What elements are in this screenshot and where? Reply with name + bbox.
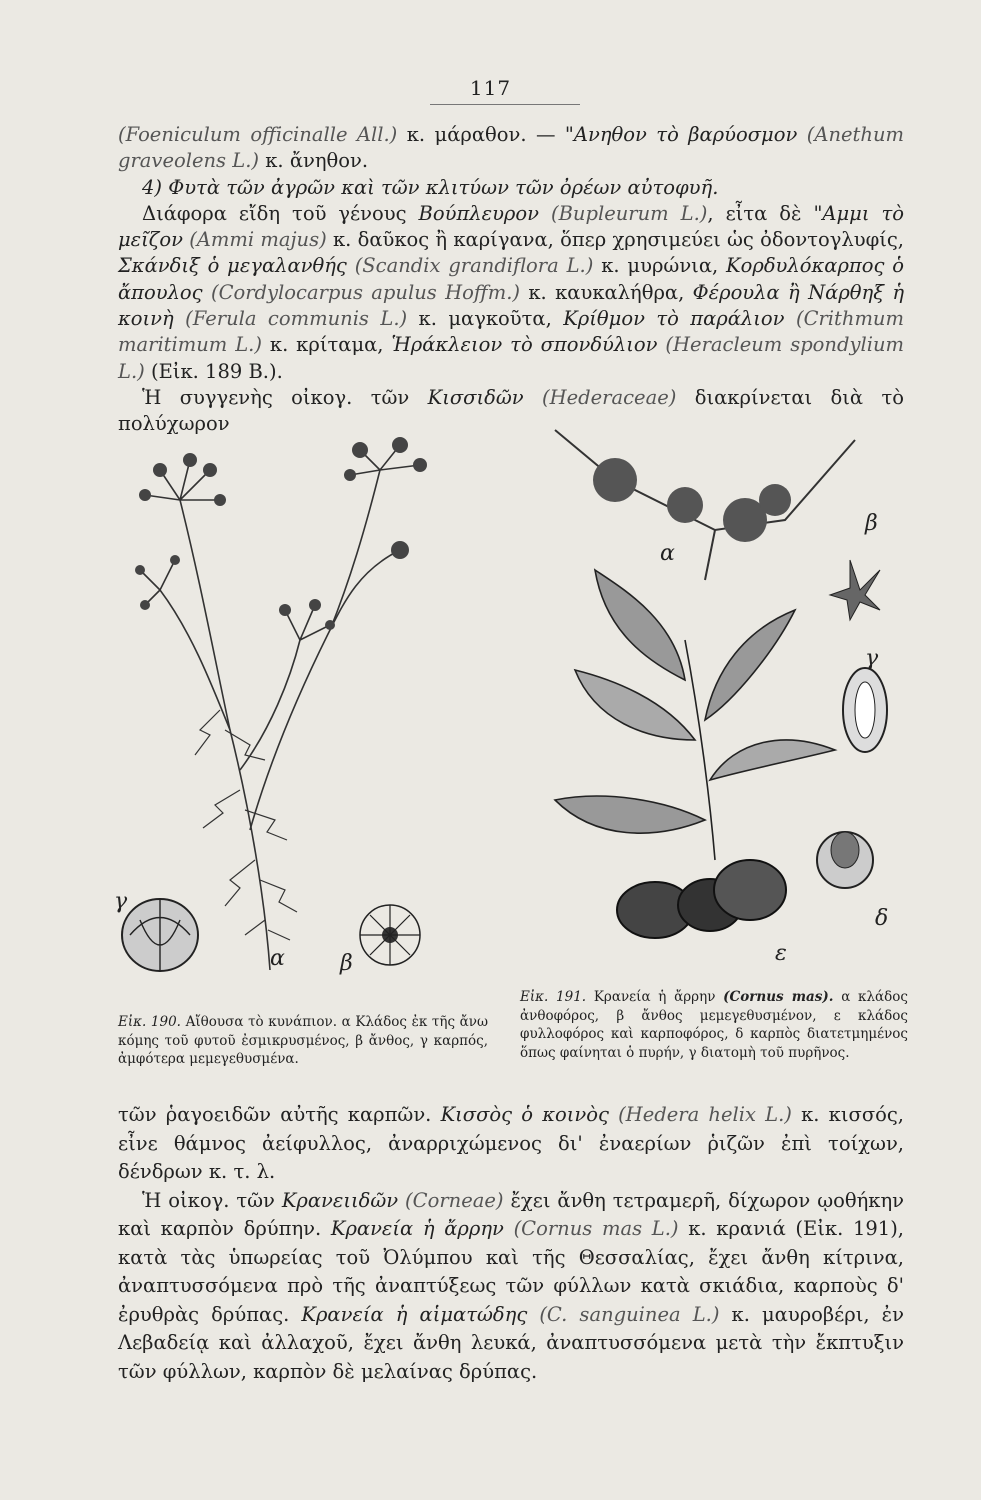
plant-name: Ἡράκλειον τὸ σπονδύλιον — [391, 333, 658, 357]
plant-name: Κισσιδῶν — [427, 385, 524, 409]
flowering-branch — [555, 430, 855, 580]
paragraph-corneae — [118, 1187, 904, 1387]
sci-name: (Hederaceae) — [523, 385, 677, 409]
figure-190-label-alpha: α — [270, 946, 285, 971]
sci-name: (Scandix grandiflora L.) — [346, 254, 594, 278]
caption-text: Κρανεία ἡ ἄρρην — [586, 989, 724, 1005]
plant-name: Κρανεία ἡ αἱματώδης — [301, 1302, 528, 1326]
figure-190-drawing — [100, 430, 440, 980]
bottom-text-block — [118, 1101, 904, 1386]
figure-191-label-alpha: α — [660, 541, 675, 566]
caption-plant-name: (Cornus mas). — [723, 989, 834, 1005]
fruit-delta — [817, 832, 873, 888]
sci-name: (Ammi majus) — [182, 228, 327, 252]
sci-name: (Cordylocarpus apulus Hoffm.) — [202, 280, 520, 304]
text-run: Ἡ συγγενὴς οἰκογ. τῶν — [142, 385, 428, 409]
paragraph-hedera — [118, 1101, 904, 1187]
text-run: κ. κρίταμα, — [261, 333, 392, 357]
text-run: κ. κισσός, εἶνε θάμνος ἀείφυλλος, ἀναρριχώμενος δι' ἐναερίων ῥιζῶν ἐπὶ τοίχων, δένδρων κ. τ. λ. — [118, 1103, 904, 1183]
plant-name: Σκάνδιξ ὁ μεγαλανθής — [118, 254, 347, 278]
figure-190-label-beta: β — [340, 951, 353, 976]
caption-number: Εἰκ. 190. — [118, 1014, 181, 1030]
drupe-fruits — [617, 860, 786, 938]
caption-text: Αἴθουσα τὸ κυνάπιον. α Κλάδος ἐκ τῆς ἄνω κόμης τοῦ φυτοῦ ἐσμικρυσμένος, β ἄνθος, γ καρπός, ἀμφότερα μεμεγεθυσμένα. — [118, 1014, 488, 1067]
figure-191-illustration — [535, 420, 895, 980]
sci-name: (Heracleum spondylium L.) — [118, 333, 905, 383]
caption-number: Εἰκ. 191. — [520, 989, 587, 1005]
sci-name: (Corneae) — [398, 1188, 504, 1212]
text-run: κ. κρανιά (Εἰκ. 191), κατὰ τὰς ὑπωρείας τοῦ Ὀλύμπου καὶ τῆς Θεσσαλίας, ἔχει ἄνθη κίτρινα, ἀναπτυσσόμενα πρὸ τῆς ἀναπτύξεως τῶν φύλλων κατὰ σκιάδια, καρποὺς δ' ἐρυθρὰς δρύπας. — [118, 1217, 904, 1326]
text-run: Διάφορα εἴδη τοῦ γένους — [142, 201, 419, 225]
text-run: ἔχει ἄνθη τετραμερῆ, δίχωρον ῳοθήκην καὶ καρπὸν δρύπην. — [118, 1188, 904, 1240]
plant-name: Φέρουλα ἢ Νάρθηξ ἡ κοινὴ — [118, 280, 904, 331]
sci-name: (Foeniculum officinalle All.) — [118, 123, 398, 146]
sci-name: (Hedera helix L.) — [608, 1103, 792, 1126]
flower-beta — [360, 905, 420, 965]
paragraph-foeniculum — [118, 122, 904, 175]
sci-name: (Cornus mas L.) — [503, 1217, 679, 1240]
figure-191-caption — [520, 988, 908, 1062]
figure-190-caption — [118, 1013, 488, 1069]
text-run: , εἶτα δὲ — [707, 201, 814, 225]
leaves — [195, 710, 297, 940]
section-heading-4: 4) Φυτὰ τῶν ἀγρῶν καὶ τῶν κλιτύων τῶν ὀρέων αὐτοφυῆ. — [142, 175, 719, 199]
plant-name: Κρανεία ἡ ἄρρην — [330, 1217, 504, 1240]
text-run: Ἡ οἰκογ. τῶν — [142, 1188, 282, 1212]
figure-190-label-gamma: γ — [114, 889, 128, 914]
plant-name: "Αμμι τὸ μεῖζον — [118, 201, 905, 252]
figure-191-label-delta: δ — [875, 906, 889, 931]
sci-name: (C. sanguinea L.) — [527, 1302, 720, 1326]
figure-191-label-gamma: γ — [865, 646, 879, 671]
text-run: κ. καυκαλήθρα, — [520, 280, 693, 304]
flower-beta — [830, 560, 880, 620]
sci-name: (Anethum graveolens L.) — [118, 123, 904, 173]
figure-191-label-beta: β — [865, 511, 878, 536]
text-run: κ. μυρώνια, — [593, 254, 727, 278]
text-run: κ. δαῦκος ἢ καρίγανα, ὅπερ χρησιμεύει ὡς ὀδοντογλυφίς, — [326, 228, 904, 252]
plant-name: Κρίθμον τὸ παράλιον — [563, 307, 785, 331]
plant-name: Κισσὸς ὁ κοινὸς — [440, 1103, 609, 1126]
plant-stems — [140, 445, 420, 970]
sci-name: (Bupleurum L.) — [539, 201, 708, 225]
sci-name: (Crithmum maritimum L.) — [118, 307, 904, 357]
page-number: 117 — [469, 76, 512, 100]
plant-name: Κορδυλόκαρπος ὁ ἄπουλος — [118, 254, 904, 304]
text-run: κ. ἄνηθον. — [259, 149, 369, 173]
plant-name: Βούπλευρον — [418, 201, 539, 225]
text-run: (Εἰκ. 189 Β.). — [144, 359, 283, 383]
paragraph-bupleurum — [118, 201, 904, 385]
sci-name: (Ferula communis L.) — [173, 307, 408, 331]
text-run: τῶν ῥαγοειδῶν αὐτῆς καρπῶν. — [118, 1103, 441, 1126]
flower-clusters — [593, 458, 791, 542]
caption-text: α κλάδος ἀνθοφόρος, β ἄνθος μεμεγεθυσμένον, ε κλάδος φυλλοφόρος καὶ καρποφόρος, δ καρπὸς διατετμημένος ὅπως φαίνηται ὁ πυρήν, γ διατομὴ τοῦ πυρῆνος. — [520, 989, 908, 1061]
fruit-gamma — [122, 899, 198, 971]
text-run: κ. μάραθον. — — [397, 123, 565, 146]
plant-name: "Ανηθον τὸ βαρύοσμον — [564, 123, 798, 146]
section-gamma — [843, 668, 887, 752]
figure-191-drawing — [535, 420, 895, 980]
figure-191-label-epsilon: ε — [775, 941, 787, 966]
text-run: κ. μαγκοῦτα, — [407, 307, 564, 331]
leafy-branch — [555, 570, 835, 860]
figure-190-illustration — [100, 430, 440, 980]
page-number-rule — [430, 104, 580, 105]
plant-name: Κρανειιδῶν — [281, 1188, 399, 1212]
top-text-block — [118, 122, 904, 438]
text-run: διακρίνεται διὰ τὸ πολύχωρον — [118, 385, 904, 436]
text-run: κ. μαυροβέρι, ἐν Λεβαδείᾳ καὶ ἀλλαχοῦ, ἔχει ἄνθη λευκά, ἀναπτυσσόμενα μετὰ τὴν ἔκπτυξιν τῶν φύλλων, καρπὸν δὲ μελαίνας δρύπας. — [118, 1302, 904, 1383]
